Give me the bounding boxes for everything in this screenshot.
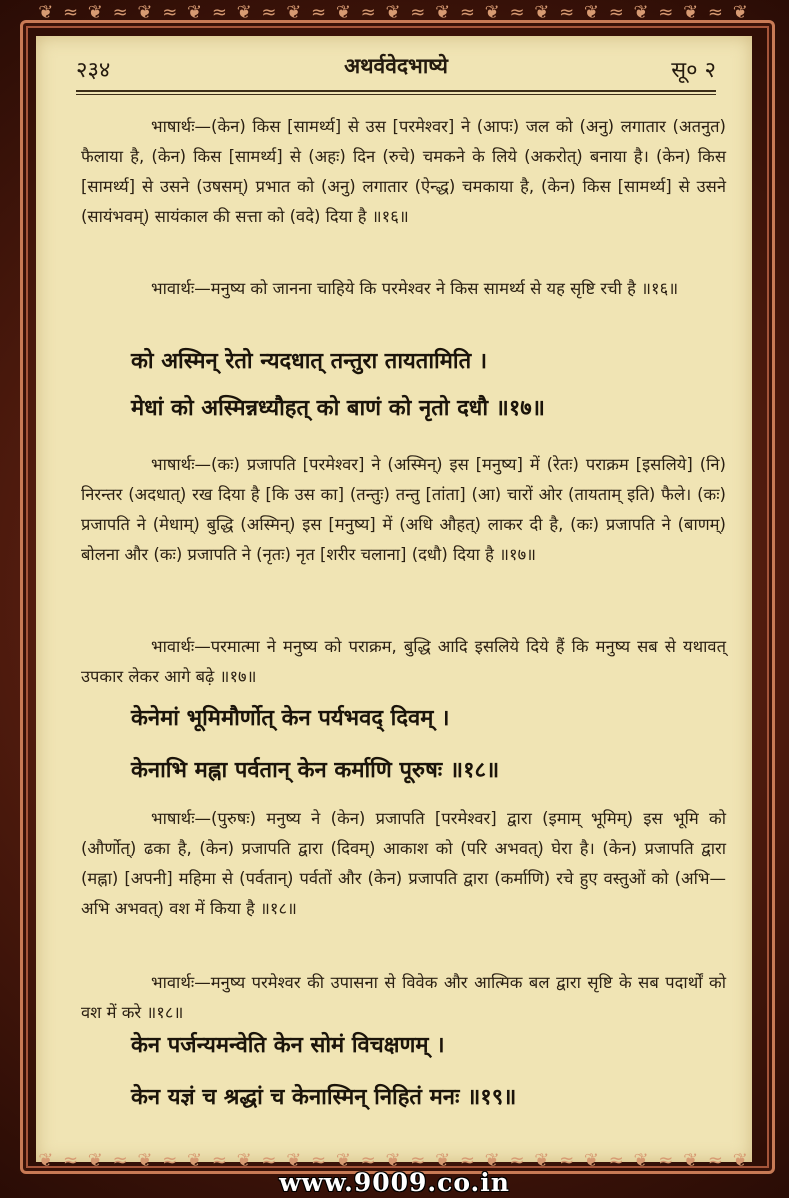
translation-18: भाषार्थः—(पुरुषः) मनुष्य ने (केन) प्रजापति [परमेश्वर] द्वारा (इमाम् भूमिम्) इस भूमि को (और्णोत्) ढका है, (केन) प्रजापति द्वारा (दिवम्) आकाश को (परि अभवत्) घेरा है। (केन) प्रजापति द्वारा (मह्ना) [अपनी] महिमा से (पर्वतान्) पर्वतों और (केन) प्रजापति द्वारा (कर्माणि) रचे हुए वस्तुओं को (अभि— अभि अभवत्) वश में किया है ॥१८॥ <box>81 809 726 918</box>
frame-ornament-bottom: ❦ ≈ ❦ ≈ ❦ ≈ ❦ ≈ ❦ ≈ ❦ ≈ ❦ ≈ ❦ ≈ ❦ ≈ ❦ ≈ ❦ ≈ ❦ ≈ ❦ ≈ ❦ ≈ ❦ <box>38 1150 750 1171</box>
book-page <box>36 36 752 1162</box>
translation-16: भाषार्थः—(केन) किस [सामर्थ्य] से उस [परमेश्वर] ने (आपः) जल को (अनु) लगातार (अतनुत) फैलाया है, (केन) किस [सामर्थ्य] से (अहः) दिन (रुचे) चमकने के लिये (अकरोत्) बनाया है। (केन) किस [सामर्थ्य] से उसने (उषसम्) प्रभात को (अनु) लगातार (ऐन्द्ध) चमकाया है, (केन) किस [सामर्थ्य] से उसने (सायंभवम्) सायंकाल की सत्ता को (वदे) दिया है ॥१६॥ <box>81 117 726 226</box>
sukta-label: सू० २ <box>671 58 716 83</box>
meaning-18: भावार्थः—मनुष्य परमेश्वर की उपासना से विवेक और आत्मिक बल द्वारा सृष्टि के सब पदार्थों को वश में करे ॥१८॥ <box>81 973 726 1022</box>
header-rule <box>76 90 716 92</box>
website-url: www.9009.co.in <box>279 1168 510 1197</box>
meaning-16: भावार्थः—मनुष्य को जानना चाहिये कि परमेश्वर ने किस सामर्थ्य से यह सृष्टि रची है ॥१६॥ <box>151 279 679 298</box>
verse-19-line-1: केन पर्जन्यमन्वेति केन सोमं विचक्षणम् । <box>131 1033 445 1058</box>
verse-17-line-1: को अस्मिन् रेतो न्यदधात् तन्तुरा तायतामिति । <box>131 349 488 374</box>
verse-18-line-2: केनाभि मह्ना पर्वतान् केन कर्माणि पूरुषः ॥१८॥ <box>131 758 500 783</box>
translation-17: भाषार्थः—(कः) प्रजापति [परमेश्वर] ने (अस्मिन्) इस [मनुष्य] में (रेतः) पराक्रम [इसलिये] (नि) निरन्तर (अदधात्) रख दिया है [कि उस का] (तन्तुः) तन्तु [तांता] (आ) चारों ओर (तायताम् इति) फैले। (कः) प्रजापति ने (मेधाम्) बुद्धि (अस्मिन्) इस [मनुष्य] में (अधि औहत्) लाकर दी है, (कः) प्रजापति ने (बाणम्) बोलना और (कः) प्रजापति ने (नृतः) नृत [शरीर चलाना] (दधौ) दिया है ॥१७॥ <box>81 455 726 564</box>
header-rule-thin <box>76 94 716 95</box>
page-header <box>76 52 716 86</box>
book-title: अथर्ववेदभाष्ये <box>344 54 448 78</box>
frame-ornament-top: ❦ ≈ ❦ ≈ ❦ ≈ ❦ ≈ ❦ ≈ ❦ ≈ ❦ ≈ ❦ ≈ ❦ ≈ ❦ ≈ ❦ ≈ ❦ ≈ ❦ ≈ ❦ ≈ ❦ <box>38 2 750 23</box>
verse-18-line-1: केनेमां भूमिमौर्णोत् केन पर्यभवद् दिवम् । <box>131 706 450 731</box>
page-number: २३४ <box>76 58 111 83</box>
meaning-17: भावार्थः—परमात्मा ने मनुष्य को पराक्रम, बुद्धि आदि इसलिये दिये हैं कि मनुष्य सब से यथावत् उपकार लेकर आगे बढ़े ॥१७॥ <box>81 637 726 686</box>
verse-17-line-2: मेधां को अस्मिन्नध्यौहत् को बाणं को नृतो दधौ ॥१७॥ <box>131 396 545 421</box>
verse-19-line-2: केन यज्ञं च श्रद्धां च केनास्मिन् निहितं मनः ॥१९॥ <box>131 1085 517 1110</box>
